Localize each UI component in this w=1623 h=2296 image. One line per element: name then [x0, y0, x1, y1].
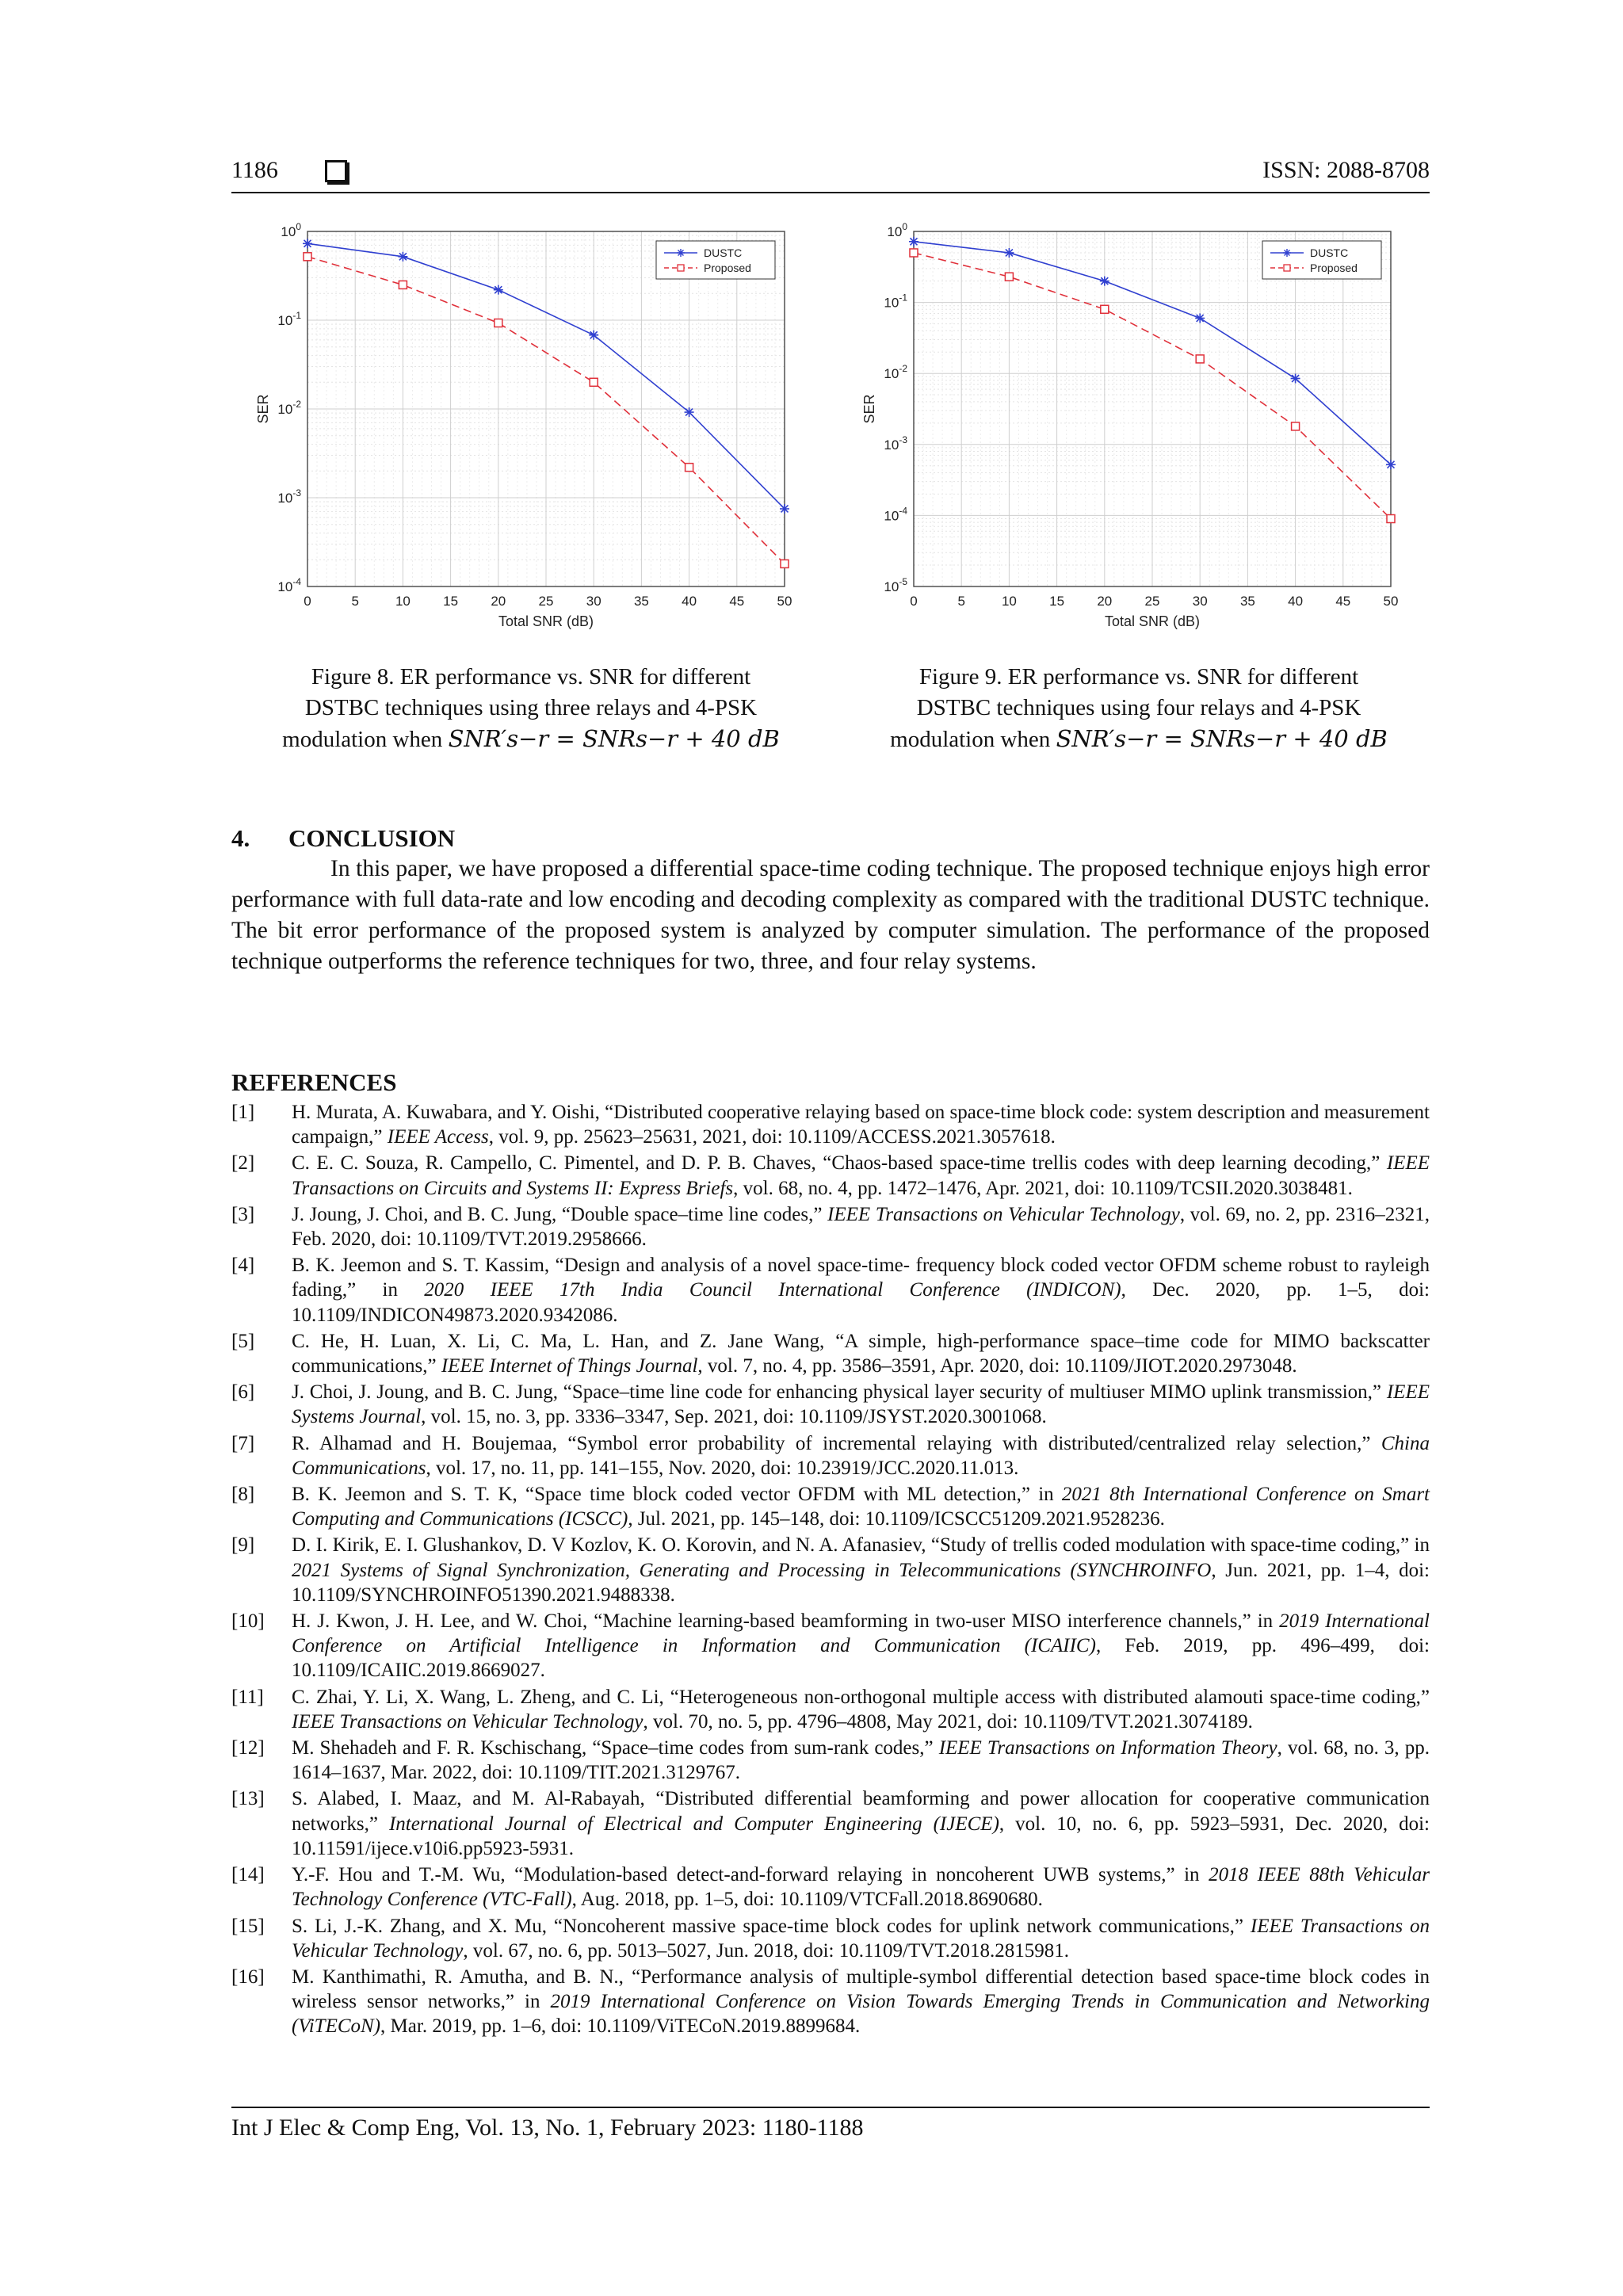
legend-label: DUSTC	[704, 246, 743, 259]
legend-marker	[678, 265, 684, 271]
y-tick-label: $10^{-2}$	[277, 399, 301, 417]
caption-math: SNR′s−r = SNRs−r + 40 dB	[448, 725, 780, 752]
y-tick-label: $10^{-4}$	[884, 505, 907, 524]
reference-venue: 2019 International Conference on Artificial Intelligence in Information and Communication (ICAIIC)	[292, 1610, 1430, 1657]
y-axis-label: SER	[861, 394, 877, 424]
y-tick-label: $10^{-1}$	[884, 292, 907, 311]
reference-text: B. K. Jeemon and S. T. K, “Space time block coded vector OFDM with ML detection,” in 2021 8th International Conference on Smart Computing and Communications (ICSCC), Jul. 2021, pp. 145–148, doi: 10.1109/ICSCC51209.2021.9528236.	[292, 1484, 1430, 1530]
x-tick-label: 30	[1192, 594, 1208, 609]
y-tick-label: $10^{-1}$	[277, 310, 301, 328]
legend-marker	[1284, 265, 1290, 271]
page-header	[231, 157, 1430, 192]
reference-item	[231, 1533, 1430, 1607]
reference-text: D. I. Kirik, E. I. Glushankov, D. V Kozlov, K. O. Korovin, and N. A. Afanasiev, “Study of trellis coded modulation with space-time coding,” in 2021 Systems of Signal Synchronization, Generating and Processing in Telecommunications (SYNCHROINFO, Jun. 2021, pp. 1–4, doi: 10.1109/SYNCHROINFO51390.2021.9488338.	[292, 1534, 1430, 1606]
y-tick-label: $10^{-2}$	[884, 363, 907, 382]
reference-item	[231, 1482, 1430, 1531]
legend-label: Proposed	[704, 262, 751, 274]
reference-text: C. He, H. Luan, X. Li, C. Ma, L. Han, and Z. Jane Wang, “A simple, high-performance space–time code for MIMO backscatter communications,” IEEE Internet of Things Journal, vol. 7, no. 4, pp. 3586–3591, Apr. 2020, doi: 10.1109/JIOT.2020.2973048.	[292, 1330, 1430, 1377]
reference-item	[231, 1685, 1430, 1734]
page-number: 1186	[231, 157, 278, 183]
data-point	[494, 285, 503, 295]
reference-venue: IEEE Transactions on Vehicular Technology	[292, 1710, 643, 1733]
x-tick-label: 0	[304, 594, 311, 609]
data-point	[303, 239, 312, 248]
y-tick-label: $10^0$	[887, 221, 907, 239]
reference-item	[231, 1202, 1430, 1251]
legend-label: Proposed	[1310, 262, 1358, 274]
data-point	[1291, 374, 1300, 384]
reference-text: J. Choi, J. Joung, and B. C. Jung, “Space–time line code for enhancing physical layer security of multiuser MIMO uplink transmission,” IEEE Systems Journal, vol. 15, no. 3, pp. 3336–3347, Sep. 2021, doi: 10.1109/JSYST.2020.3001068.	[292, 1381, 1430, 1428]
figure-9-caption	[842, 662, 1436, 755]
data-point	[685, 464, 693, 472]
figure-9-chart	[852, 214, 1423, 638]
x-tick-label: 10	[1001, 594, 1017, 609]
y-axis-label: SER	[255, 394, 271, 424]
reference-number: [10]	[231, 1610, 265, 1633]
data-point	[1195, 313, 1205, 323]
reference-venue: 2021 Systems of Signal Synchronization, Generating and Processing in Telecommunications (SYNCHROINFO	[292, 1559, 1212, 1581]
reference-venue: IEEE Internet of Things Journal	[441, 1355, 698, 1377]
reference-text: B. K. Jeemon and S. T. Kassim, “Design and analysis of a novel space-time- frequency block coded vector OFDM scheme robust to rayleigh fading,” in 2020 IEEE 17th India Council International Conference (INDICON), Dec. 2020, pp. 1–5, doi: 10.1109/INDICON49873.2020.9342086.	[292, 1255, 1430, 1326]
legend-marker	[1283, 249, 1291, 257]
data-point	[1004, 248, 1014, 258]
reference-number: [2]	[231, 1152, 255, 1175]
data-point	[1100, 277, 1109, 286]
section-number: 4.	[231, 824, 250, 852]
reference-number: [5]	[231, 1330, 255, 1352]
reference-number: [4]	[231, 1255, 255, 1277]
x-tick-label: 50	[777, 594, 792, 609]
x-tick-label: 25	[1144, 594, 1160, 609]
reference-venue: China Communications	[292, 1432, 1430, 1479]
x-tick-label: 35	[1239, 594, 1255, 609]
reference-item	[231, 1100, 1430, 1149]
x-tick-label: 5	[351, 594, 359, 609]
reference-number: [14]	[231, 1864, 265, 1886]
reference-text: M. Kanthimathi, R. Amutha, and B. N., “Performance analysis of multiple-symbol differential detection based space-time block codes in wireless sensor networks,” in 2019 International Conference on Vision Towards Emerging Trends in Communication and Networking (ViTECoN), Mar. 2019, pp. 1–6, doi: 10.1109/ViTECoN.2019.8899684.	[292, 1966, 1430, 2038]
y-tick-label: $10^{-4}$	[277, 576, 301, 594]
data-point	[590, 378, 598, 386]
caption-line: modulation when	[282, 727, 443, 752]
x-tick-label: 10	[395, 594, 411, 609]
reference-venue: 2019 International Conference on Vision Towards Emerging Trends in Communication and Networking (ViTECoN)	[292, 1991, 1430, 2038]
reference-venue: 2018 IEEE 88th Vehicular Technology Conference (VTC-Fall)	[292, 1864, 1430, 1911]
reference-venue: IEEE Systems Journal	[292, 1381, 1430, 1428]
reference-text: J. Joung, J. Choi, and B. C. Jung, “Double space–time line codes,” IEEE Transactions on Vehicular Technology, vol. 69, no. 2, pp. 2316–2321, Feb. 2020, doi: 10.1109/TVT.2019.2958666.	[292, 1203, 1430, 1251]
x-tick-label: 50	[1383, 594, 1399, 609]
caption-math: SNR′s−r = SNRs−r + 40 dB	[1056, 725, 1388, 752]
x-tick-label: 0	[910, 594, 918, 609]
data-point	[781, 560, 789, 567]
data-point	[399, 281, 407, 288]
figure-8-chart	[246, 214, 816, 638]
reference-text: S. Alabed, I. Maaz, and M. Al-Rabayah, “Distributed differential beamforming and power allocation for cooperative communication networks,” International Journal of Electrical and Computer Engineering (IJECE), vol. 10, no. 6, pp. 5923–5931, Dec. 2020, doi: 10.11591/ijece.v10i6.pp5923-5931.	[292, 1788, 1430, 1859]
references-heading: REFERENCES	[231, 1068, 397, 1096]
caption-line: Figure 8. ER performance vs. SNR for different	[311, 664, 751, 690]
reference-list	[231, 1100, 1430, 2041]
data-point	[304, 253, 311, 261]
data-point	[910, 249, 918, 257]
x-tick-label: 40	[1288, 594, 1304, 609]
reference-text: M. Shehadeh and F. R. Kschischang, “Space–time codes from sum-rank codes,” IEEE Transactions on Information Theory, vol. 68, no. 3, pp. 1614–1637, Mar. 2022, doi: 10.1109/TIT.2021.3129767.	[292, 1737, 1430, 1784]
footer-divider	[231, 2107, 1430, 2108]
y-tick-label: $10^{-3}$	[277, 487, 301, 506]
data-point	[1387, 514, 1395, 522]
x-tick-label: 20	[491, 594, 506, 609]
reference-venue: IEEE Transactions on Information Theory	[938, 1737, 1277, 1759]
reference-venue: 2020 IEEE 17th India Council International Conference (INDICON)	[424, 1279, 1121, 1301]
reference-text: C. E. C. Souza, R. Campello, C. Pimentel, and D. P. B. Chaves, “Chaos-based space-time trellis codes with deep learning decoding,” IEEE Transactions on Circuits and Systems II: Express Briefs, vol. 68, no. 4, pp. 1472–1476, Apr. 2021, doi: 10.1109/TCSII.2020.3038481.	[292, 1152, 1430, 1199]
reference-item	[231, 1609, 1430, 1683]
reference-text: Y.-F. Hou and T.-M. Wu, “Modulation-based detect-and-forward relaying in noncoherent UWB systems,” in 2018 IEEE 88th Vehicular Technology Conference (VTC-Fall), Aug. 2018, pp. 1–5, doi: 10.1109/VTCFall.2018.8690680.	[292, 1864, 1430, 1911]
data-point	[1386, 460, 1396, 469]
reference-venue: IEEE Access	[387, 1126, 489, 1148]
caption-line: DSTBC techniques using four relays and 4-PSK	[916, 695, 1361, 720]
x-tick-label: 40	[682, 594, 697, 609]
reference-text: S. Li, J.-K. Zhang, and X. Mu, “Noncoherent massive space-time block codes for uplink network communications,” IEEE Transactions on Vehicular Technology, vol. 67, no. 6, pp. 5013–5027, Jun. 2018, doi: 10.1109/TVT.2018.2815981.	[292, 1915, 1430, 1962]
data-point	[1196, 355, 1204, 363]
reference-number: [3]	[231, 1203, 255, 1225]
reference-venue: 2021 8th International Conference on Smart Computing and Communications (ICSCC)	[292, 1484, 1430, 1530]
reference-text: H. J. Kwon, J. H. Lee, and W. Choi, “Machine learning-based beamforming in two-user MISO interference channels,” in 2019 International Conference on Artificial Intelligence in Information and Communication (ICAIIC), Feb. 2019, pp. 496–499, doi: 10.1109/ICAIIC.2019.8669027.	[292, 1610, 1430, 1682]
data-point	[1005, 273, 1013, 281]
reference-number: [15]	[231, 1915, 265, 1937]
reference-number: [7]	[231, 1432, 255, 1454]
reference-item	[231, 1786, 1430, 1861]
caption-line: modulation when	[890, 727, 1051, 752]
footer-text: Int J Elec & Comp Eng, Vol. 13, No. 1, February 2023: 1180-1188	[231, 2115, 864, 2141]
x-tick-label: 25	[538, 594, 554, 609]
legend-label: DUSTC	[1310, 246, 1349, 259]
reference-number: [1]	[231, 1102, 255, 1123]
data-point	[589, 330, 598, 340]
reference-item	[231, 1862, 1430, 1912]
x-tick-label: 45	[729, 594, 745, 609]
section-title: CONCLUSION	[288, 824, 456, 852]
x-tick-label: 15	[443, 594, 459, 609]
data-point	[909, 237, 918, 246]
x-tick-label: 15	[1049, 594, 1065, 609]
reference-text: C. Zhai, Y. Li, X. Wang, L. Zheng, and C. Li, “Heterogeneous non-orthogonal multiple access with distributed alamouti space-time coding,” IEEE Transactions on Vehicular Technology, vol. 70, no. 5, pp. 4796–4808, May 2021, doi: 10.1109/TVT.2021.3074189.	[292, 1686, 1430, 1733]
y-tick-label: $10^{-5}$	[884, 576, 907, 594]
reference-number: [9]	[231, 1534, 255, 1557]
data-point	[780, 504, 789, 514]
reference-venue: IEEE Transactions on Circuits and Systems II: Express Briefs	[292, 1152, 1430, 1199]
conclusion-paragraph: In this paper, we have proposed a differential space-time coding technique. The proposed technique enjoys high error performance with full data-rate and low encoding and decoding complexity as compared with the traditional DUSTC technique. The bit error performance of the proposed system is analyzed by computer simulation. The performance of the proposed technique outperforms the reference techniques for two, three, and four relay systems.	[231, 856, 1430, 974]
reference-item	[231, 1736, 1430, 1785]
square-icon	[325, 160, 347, 182]
data-point	[398, 252, 407, 262]
data-point	[1292, 422, 1300, 430]
figure-8	[246, 214, 816, 642]
reference-number: [6]	[231, 1381, 255, 1404]
legend-marker	[677, 249, 685, 257]
reference-item	[231, 1431, 1430, 1480]
reference-venue: IEEE Transactions on Vehicular Technology	[827, 1203, 1180, 1225]
data-point	[1101, 305, 1109, 313]
x-tick-label: 30	[586, 594, 601, 609]
issn: ISSN: 2088-8708	[1262, 157, 1430, 183]
reference-venue: IEEE Transactions on Vehicular Technology	[292, 1915, 1430, 1962]
x-tick-label: 5	[957, 594, 965, 609]
data-point	[495, 319, 502, 327]
reference-item	[231, 1329, 1430, 1378]
reference-number: [16]	[231, 1966, 265, 1988]
section-heading	[231, 824, 455, 853]
reference-item	[231, 1380, 1430, 1429]
caption-line: Figure 9. ER performance vs. SNR for different	[918, 664, 1359, 690]
reference-item	[231, 1151, 1430, 1200]
reference-number: [13]	[231, 1788, 265, 1810]
reference-venue: International Journal of Electrical and Computer Engineering (IJECE)	[388, 1813, 999, 1835]
reference-number: [8]	[231, 1484, 255, 1506]
reference-item	[231, 1253, 1430, 1328]
caption-line: DSTBC techniques using three relays and 4-PSK	[304, 695, 758, 720]
reference-item	[231, 1914, 1430, 1963]
reference-number: [11]	[231, 1686, 264, 1708]
reference-text: R. Alhamad and H. Boujemaa, “Symbol error probability of incremental relaying with distributed/centralized relay selection,” China Communications, vol. 17, no. 11, pp. 141–155, Nov. 2020, doi: 10.23919/JCC.2020.11.013.	[292, 1432, 1430, 1479]
x-tick-label: 45	[1335, 594, 1351, 609]
x-axis-label: Total SNR (dB)	[1104, 613, 1201, 629]
header-divider	[231, 192, 1430, 193]
x-tick-label: 35	[633, 594, 649, 609]
y-tick-label: $10^{-3}$	[884, 434, 907, 453]
x-tick-label: 20	[1097, 594, 1113, 609]
y-tick-label: $10^0$	[281, 221, 301, 239]
reference-item	[231, 1965, 1430, 2039]
reference-number: [12]	[231, 1737, 265, 1759]
x-axis-label: Total SNR (dB)	[498, 613, 594, 629]
figure-9	[852, 214, 1423, 642]
data-point	[685, 407, 694, 417]
reference-text: H. Murata, A. Kuwabara, and Y. Oishi, “Distributed cooperative relaying based on space-time block code: system description and measurement campaign,” IEEE Access, vol. 9, pp. 25623–25631, 2021, doi: 10.1109/ACCESS.2021.3057618.	[292, 1102, 1430, 1148]
figure-8-caption	[234, 662, 828, 755]
